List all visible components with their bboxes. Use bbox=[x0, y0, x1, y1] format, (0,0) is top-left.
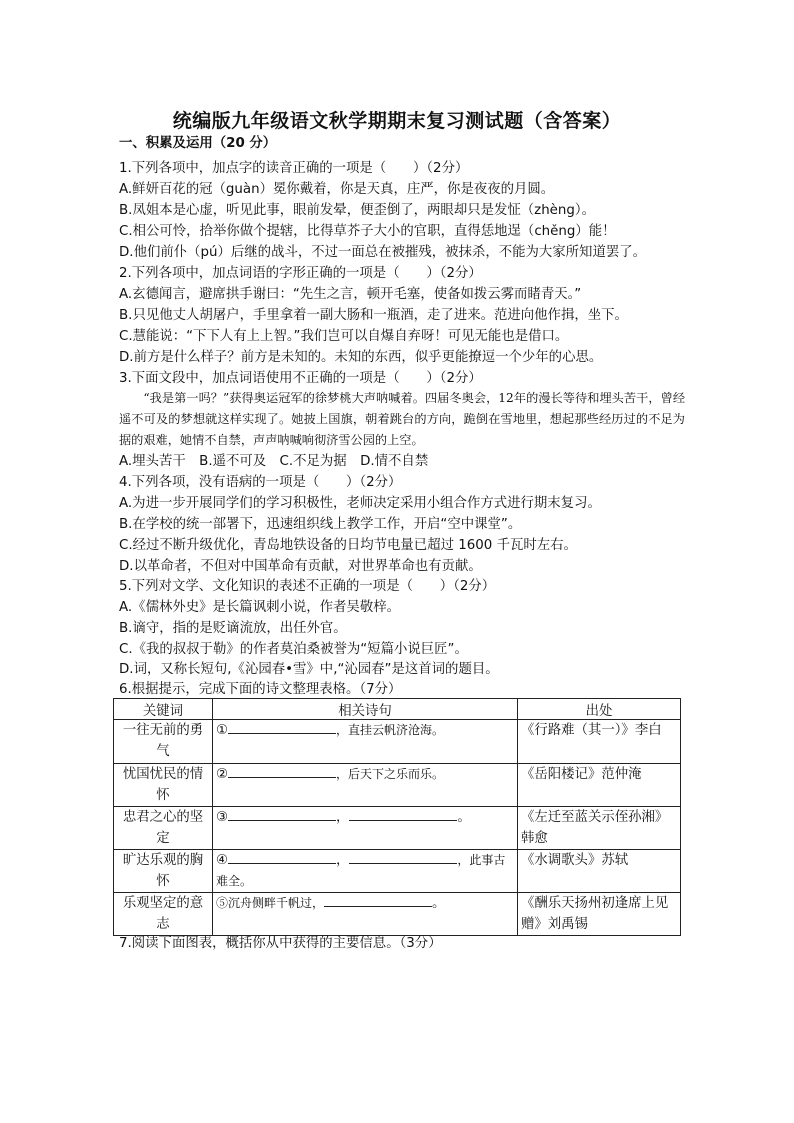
verse-text-end: 。 bbox=[457, 810, 471, 825]
fill-blank[interactable] bbox=[228, 765, 336, 778]
header-keyword: 关键词 bbox=[114, 699, 213, 720]
question-2-option-b: B.只见他丈人胡屠户，手里拿着一副大肠和一瓶酒，走了进来。范进向他作揖，坐下。 bbox=[119, 308, 628, 323]
question-3-passage: “我是第一吗？”获得奥运冠军的徐梦桃大声呐喊着。四届冬奥会，12年的漫长等待和埋头苦干，曾经遥不可及的梦想就这样实现了。她披上国旗，朝着跳台的方向，跪倒在雪地里，想起那些经历过的不足为据的艰难，她情不自禁，声声呐喊响彻济雪公园的上空。 bbox=[119, 391, 685, 447]
question-1-option-c: C.相公可怜，拾举你做个提辖，比得草芥子大小的官职，直得恁地逞（chěng）能！ bbox=[119, 224, 616, 239]
row-keyword: 忧国忧民的情怀 bbox=[114, 764, 213, 807]
question-3-stem: 3.下面文段中，加点词语使用不正确的一项是（ ）（2分） bbox=[119, 371, 482, 386]
fill-blank[interactable] bbox=[349, 808, 457, 821]
row-source: 《酬乐天扬州初逢席上见赠》刘禹锡 bbox=[518, 893, 681, 936]
question-7-stem: 7.阅读下面图表，概括你从中获得的主要信息。（3分） bbox=[119, 936, 442, 951]
blank-number: ② bbox=[216, 767, 229, 782]
question-5-option-c: C.《我的叔叔于勒》的作者莫泊桑被誉为“短篇小说巨匠”。 bbox=[119, 642, 468, 657]
verse-text: ， bbox=[336, 810, 350, 825]
table-row bbox=[114, 893, 681, 936]
section-heading: 一、积累及运用（20 分） bbox=[119, 136, 277, 151]
fill-blank[interactable] bbox=[228, 721, 336, 734]
fill-blank[interactable] bbox=[228, 808, 336, 821]
poem-table bbox=[113, 698, 681, 936]
question-1-stem: 1.下列各项中，加点字的读音正确的一项是（ ）（2分） bbox=[119, 161, 469, 176]
fill-blank[interactable] bbox=[228, 851, 336, 864]
blank-number: ③ bbox=[216, 810, 229, 825]
question-2-stem: 2.下列各项中，加点词语的字形正确的一项是（ ）（2分） bbox=[119, 266, 482, 281]
row-keyword: 一往无前的勇气 bbox=[114, 720, 213, 764]
question-2-option-a: A.玄德闻言，避席拱手谢曰：“先生之言，顿开毛塞，使备如拨云雾而睹青天。” bbox=[119, 287, 582, 302]
question-4-option-c: C.经过不断升级优化，青岛地铁设备的日均节电量已超过 1600 千瓦时左右。 bbox=[119, 538, 577, 553]
question-2-option-d: D.前方是什么样子？前方是未知的。未知的东西，似乎更能撩逗一个少年的心思。 bbox=[119, 350, 603, 365]
question-1-option-a: A.鲜妍百花的冠（guàn）冕你戴着，你是天真，庄严，你是夜夜的月圆。 bbox=[119, 182, 555, 197]
question-4-option-d: D.以革命者，不但对中国革命有贡献，对世界革命也有贡献。 bbox=[119, 559, 482, 574]
row-source: 《岳阳楼记》范仲淹 bbox=[518, 764, 681, 807]
blank-number: ⑤沉舟侧畔千帆过， bbox=[216, 896, 325, 910]
question-6-stem: 6.根据提示，完成下面的诗文整理表格。（7分） bbox=[119, 682, 402, 697]
verse-text: ， bbox=[336, 853, 350, 868]
question-5-option-b: B.谪守，指的是贬谪流放，出任外官。 bbox=[119, 621, 347, 636]
page-title: 统编版九年级语文秋学期期末复习测试题（含答案） bbox=[172, 110, 622, 132]
question-5-stem: 5.下列对文学、文化知识的表述不正确的一项是（ ）（2分） bbox=[119, 579, 496, 594]
row-keyword: 乐观坚定的意志 bbox=[114, 893, 213, 936]
verse-text: ，后天下之乐而乐。 bbox=[336, 767, 445, 781]
question-4-option-a: A.为进一步开展同学们的学习积极性，老师决定采用小组合作方式进行期末复习。 bbox=[119, 496, 601, 511]
question-4-stem: 4.下列各项，没有语病的一项是（ ）（2分） bbox=[119, 475, 402, 490]
header-verse: 相关诗句 bbox=[213, 699, 518, 720]
question-1-option-b: B.凤姐本是心虚，听见此事，眼前发晕，便歪倒了，两眼却只是发怔（zhèng）。 bbox=[119, 203, 595, 218]
row-keyword: 旷达乐观的胸怀 bbox=[114, 850, 213, 893]
row-verse bbox=[213, 720, 518, 764]
table-row bbox=[114, 764, 681, 807]
question-2-option-c: C.慧能说：“下下人有上上智。”我们岂可以自爆自弃呀！可见无能也是借口。 bbox=[119, 329, 569, 344]
row-source: 《左迁至蓝关示侄孙湘》韩愈 bbox=[518, 807, 681, 850]
fill-blank[interactable] bbox=[349, 851, 457, 864]
row-verse bbox=[213, 764, 518, 807]
blank-number: ① bbox=[216, 723, 229, 738]
row-verse bbox=[213, 807, 518, 850]
fill-blank[interactable] bbox=[324, 894, 432, 907]
poem-table-header-row bbox=[114, 699, 681, 720]
question-1-option-d: D.他们前仆（pú）后继的战斗，不过一面总在被摧残，被抹杀，不能为大家所知道罢了。 bbox=[119, 245, 647, 260]
verse-text-end: ，此事古难全。 bbox=[216, 853, 506, 888]
row-source: 《行路难（其一）》李白 bbox=[518, 720, 681, 764]
question-5-option-a: A.《儒林外史》是长篇讽刺小说，作者吴敬梓。 bbox=[119, 600, 400, 615]
blank-number: ④ bbox=[216, 853, 229, 868]
question-3-options: A.埋头苦干 B.遥不可及 C.不足为据 D.情不自禁 bbox=[119, 454, 429, 469]
table-row bbox=[114, 720, 681, 764]
question-4-option-b: B.在学校的统一部署下，迅速组织线上教学工作，开启“空中课堂”。 bbox=[119, 517, 522, 532]
table-row bbox=[114, 807, 681, 850]
verse-text: ，直挂云帆济沧海。 bbox=[336, 723, 445, 737]
row-source: 《水调歌头》苏轼 bbox=[518, 850, 681, 893]
row-verse bbox=[213, 893, 518, 936]
question-5-option-d: D.词，又称长短句,《沁园春•雪》中,“沁园春”是这首词的题目。 bbox=[119, 662, 499, 677]
header-source: 出处 bbox=[518, 699, 681, 720]
row-verse bbox=[213, 850, 518, 893]
row-keyword: 忠君之心的坚定 bbox=[114, 807, 213, 850]
verse-text-end: 。 bbox=[432, 896, 446, 911]
table-row bbox=[114, 850, 681, 893]
